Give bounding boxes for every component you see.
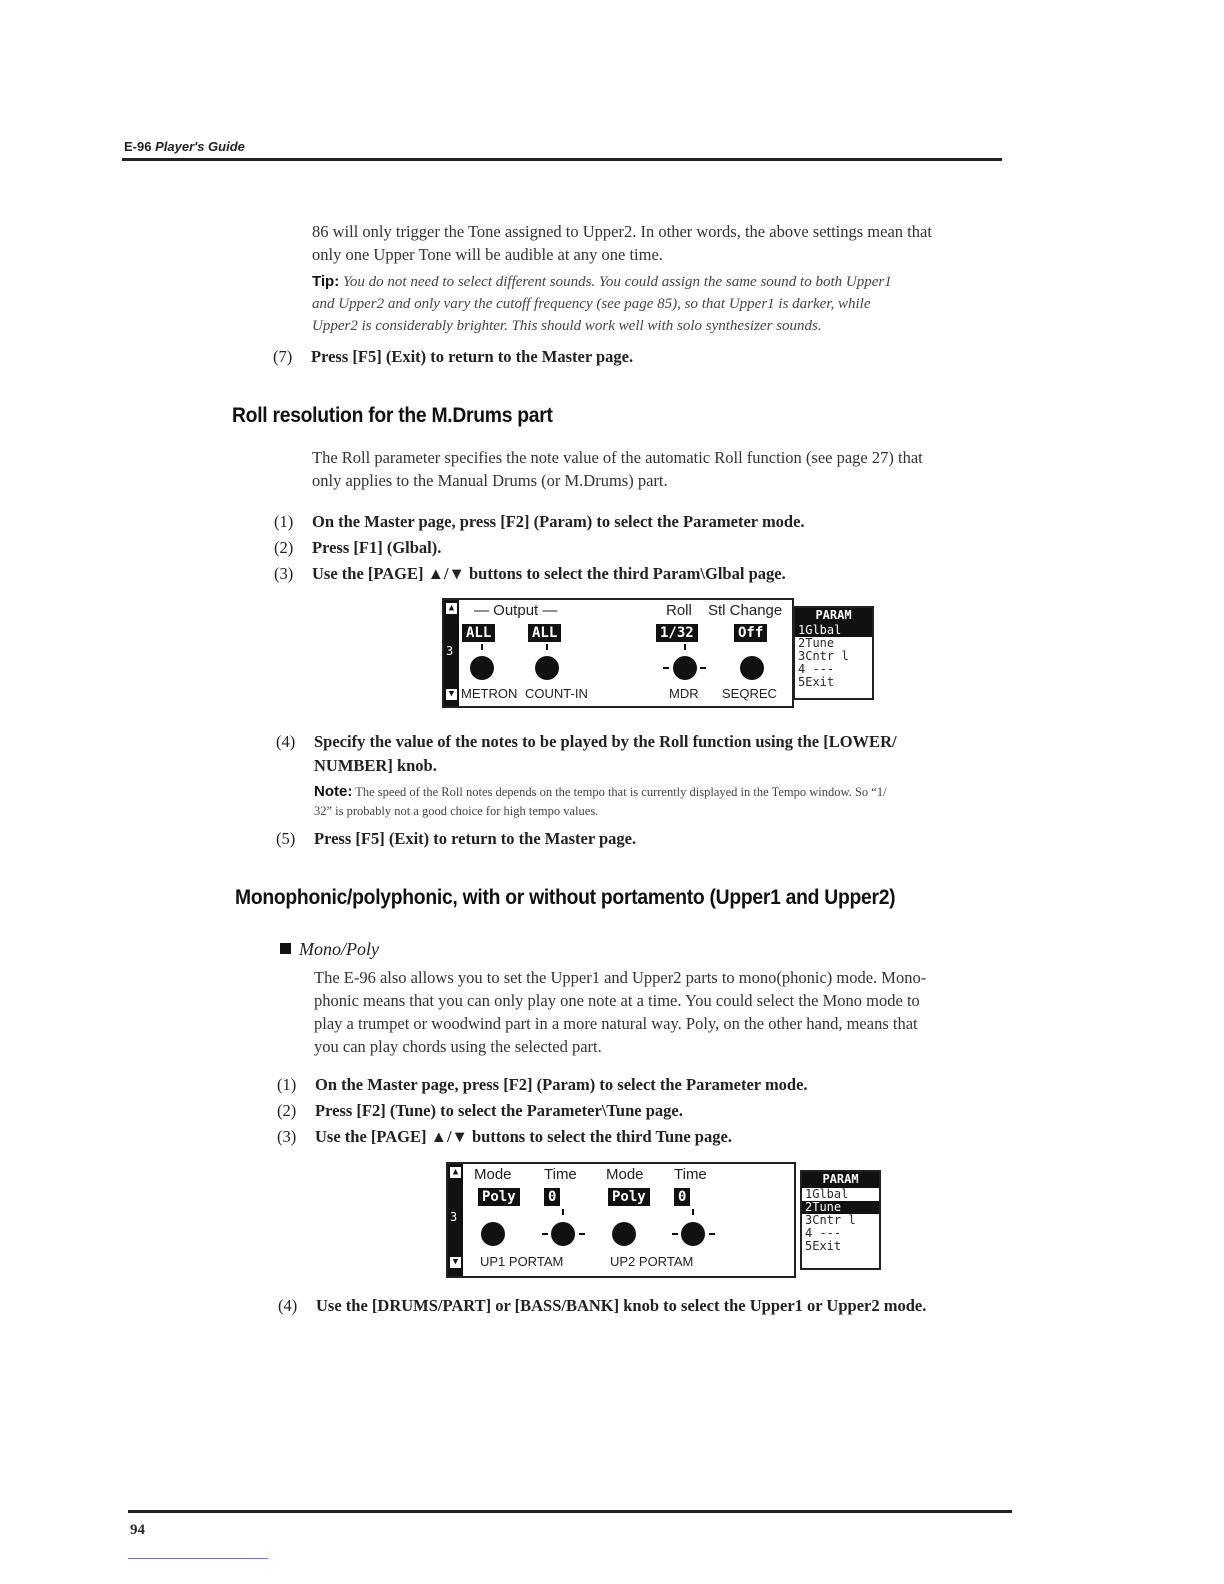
intro-paragraph: 86 will only trigger the Tone assigned to Upper2. In other words, the above settings mean that only one Upper Tone will be audible at any one time. (312, 222, 932, 264)
up1-portam-label: UP1 PORTAM (480, 1254, 564, 1269)
header-product: E-96 (124, 139, 152, 154)
note-block: Note: The speed of the Roll notes depends on the tempo that is currently displayed in the Tempo window. So “1/ 32” is probably not a good choice for high tempo values. (314, 783, 887, 818)
menu-item-tune[interactable]: 2Tune (798, 636, 835, 650)
up2-time-knob-icon (681, 1222, 705, 1246)
mdr-label: MDR (669, 686, 699, 701)
menu-header: PARAM (795, 608, 872, 624)
footer-link-line (128, 1558, 268, 1559)
menu-item-4[interactable]: 4 --- (805, 1226, 842, 1240)
mdr-knob-icon (673, 656, 697, 680)
menu-item-glbal[interactable]: 1Glbal (795, 624, 872, 637)
metron-label: METRON (461, 686, 518, 701)
tip-block: Tip: You do not need to select different sounds. You could assign the same sound to both Upper1 and Upper2 and only vary the cutoff frequency (see page 85), so that Upper1 is darker, while Upper2 is considerably brighter. This should work well with solo synthesizer sounds. (312, 273, 892, 334)
up2-time-label: Time (674, 1166, 707, 1183)
section-heading-roll: Roll resolution for the M.Drums part (232, 404, 553, 427)
param-menu-tune (800, 1170, 881, 1270)
page-up-icon: ▲ (449, 1166, 462, 1179)
page-down-icon: ▼ (449, 1256, 462, 1269)
metronome-output-value: ALL (462, 624, 495, 642)
seqrec-label: SEQREC (722, 686, 777, 701)
roll-value: 1/32 (656, 624, 698, 642)
menu-header: PARAM (802, 1172, 879, 1188)
count-in-knob-icon (535, 656, 559, 680)
roll-label: Roll (666, 602, 692, 619)
running-header (124, 139, 245, 154)
up1-mode-value: Poly (478, 1188, 520, 1206)
menu-item-4[interactable]: 4 --- (798, 662, 835, 676)
param-menu-glbal (793, 606, 874, 700)
up1-time-label: Time (544, 1166, 577, 1183)
count-in-output-value: ALL (528, 624, 561, 642)
footer-rule (128, 1510, 1012, 1513)
output-group-label: — Output — (474, 602, 558, 619)
menu-item-cntrl[interactable]: 3Cntr l (798, 649, 849, 663)
roll-paragraph: The Roll parameter specifies the note value of the automatic Roll function (see page 27) that only applies to the Manual Drums (or M.Drums) part. (312, 448, 923, 490)
page-number: 94 (130, 1522, 145, 1538)
menu-item-exit[interactable]: 5Exit (798, 675, 835, 689)
seqrec-value: Off (734, 624, 767, 642)
tip-label: Tip: (312, 273, 340, 290)
menu-item-glbal[interactable]: 1Glbal (805, 1187, 849, 1201)
up1-time-knob-icon (551, 1222, 575, 1246)
count-in-label: COUNT-IN (525, 686, 588, 701)
up1-mode-label: Mode (474, 1166, 512, 1183)
up1-time-value: 0 (544, 1188, 560, 1206)
up1-mode-knob-icon (481, 1222, 505, 1246)
stl-change-label: Stl Change (708, 602, 783, 619)
header-rule (122, 158, 1002, 161)
up2-portam-label: UP2 PORTAM (610, 1254, 694, 1269)
menu-item-cntrl[interactable]: 3Cntr l (805, 1213, 856, 1227)
menu-item-tune[interactable]: 2Tune (802, 1201, 879, 1214)
square-bullet-icon (280, 943, 291, 954)
up2-mode-label: Mode (606, 1166, 644, 1183)
page-number-indicator: 3 (450, 1210, 458, 1224)
page-down-icon: ▼ (445, 688, 458, 701)
subhead-mono-poly: Mono/Poly (280, 939, 379, 960)
section-heading-mono-poly: Monophonic/polyphonic, with or without portamento (Upper1 and Upper2) (235, 886, 896, 909)
metronome-knob-icon (470, 656, 494, 680)
up2-mode-knob-icon (612, 1222, 636, 1246)
mono-poly-paragraph: The E-96 also allows you to set the Upper1 and Upper2 parts to mono(phonic) mode. Mono- phonic means that you can only play one note at a time. You could select the Mono mode to play a trumpet or woodwind part in a more natural way. Poly, on the other hand, means that you can play chords using the selected part. (314, 968, 927, 1056)
lcd-screen-glbal (442, 598, 794, 708)
page-number-indicator: 3 (446, 644, 454, 658)
note-label: Note: (314, 783, 353, 800)
menu-item-exit[interactable]: 5Exit (805, 1239, 842, 1253)
page-up-icon: ▲ (445, 602, 458, 615)
up2-time-value: 0 (674, 1188, 690, 1206)
header-title: Player's Guide (155, 139, 245, 154)
lcd-screen-tune (446, 1162, 796, 1278)
up2-mode-value: Poly (608, 1188, 650, 1206)
seqrec-knob-icon (740, 656, 764, 680)
